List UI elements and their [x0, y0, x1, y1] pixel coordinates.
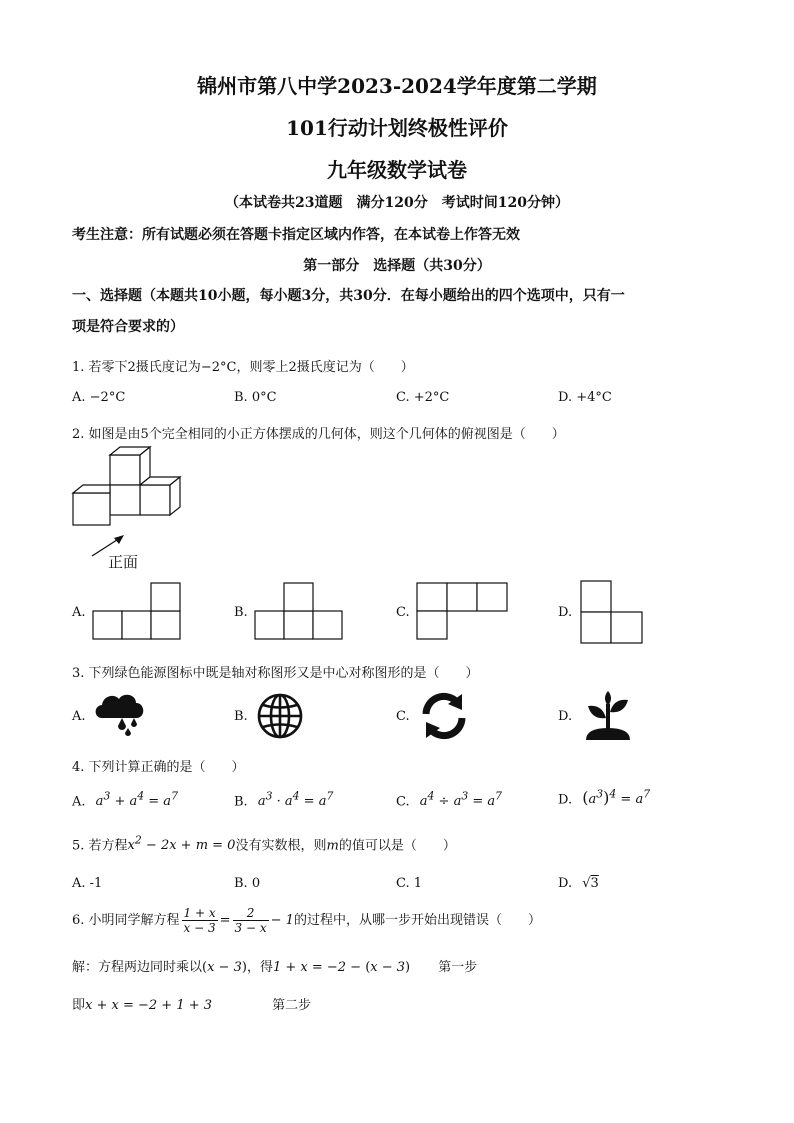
q4-label-d: D. — [558, 792, 573, 808]
q6-step1-label: 第一步 — [438, 960, 478, 975]
q5-stem-mid: 没有实数根，则 — [235, 838, 327, 854]
q2-label-a[interactable]: A. — [72, 605, 86, 620]
q3-label-c[interactable]: C. — [396, 709, 410, 724]
q4-option-b[interactable]: B. $a^3 \cdot a^4 = a^7$ — [234, 790, 334, 810]
q1-option-b[interactable]: B. 0°C — [234, 390, 277, 405]
q2-label-b[interactable]: B. — [234, 605, 248, 620]
q5-stem-var: m — [326, 838, 339, 854]
q6-sol2-text: 即 — [72, 998, 86, 1013]
section-heading-line2: 项是符合要求的） — [72, 319, 184, 335]
q2-option-d-figure[interactable] — [580, 580, 644, 644]
q5-stem-text: 5. 若方程 — [72, 838, 128, 854]
question-4-stem: 4. 下列计算正确的是（ ） — [72, 760, 245, 775]
q6-step2-label: 第二步 — [272, 998, 312, 1013]
q3-label-b[interactable]: B. — [234, 709, 248, 724]
q2-option-c-figure[interactable] — [416, 583, 508, 641]
exam-title-program: 101行动计划终极性评价 — [286, 116, 508, 140]
cube-figure — [70, 445, 190, 530]
q1-option-a[interactable]: A. −2°C — [72, 390, 126, 405]
exam-title-subject: 九年级数学试卷 — [327, 158, 467, 182]
q6-sol1-mid: ，得 — [246, 960, 273, 975]
q5-label-d: D. — [558, 876, 573, 891]
q3-label-d[interactable]: D. — [558, 709, 573, 724]
cloud-rain-icon[interactable] — [92, 690, 148, 738]
q6-stem-text: 6. 小明同学解方程 — [72, 913, 180, 928]
q1-stem-text: 1. 若零下2摄氏度记为 — [72, 360, 201, 375]
q6-solution-step2: 即x + x = −2 + 1 + 3 第二步 — [72, 998, 312, 1013]
question-6-stem: 6. 小明同学解方程 $\frac{1 + x}{x - 3}$ = $\frac{2}{3 - x}$ − 1的过程中，从哪一步开始出现错误（ ） — [72, 906, 541, 935]
q1-option-d[interactable]: D. +4°C — [558, 390, 612, 405]
globe-icon[interactable] — [256, 692, 304, 740]
q2-label-c[interactable]: C. — [396, 605, 410, 620]
recycle-arrows-icon[interactable] — [418, 690, 470, 742]
q5-option-b[interactable]: B. 0 — [234, 876, 261, 891]
exam-info: （本试卷共23道题 满分120分 考试时间120分钟） — [225, 195, 569, 211]
q2-option-a-figure[interactable] — [92, 583, 182, 641]
q6-solution-step1: 解：方程两边同时乘以(x − 3)，得1 + x = −2 − (x − 3) 第一步 — [72, 960, 478, 975]
question-1-stem — [72, 356, 414, 375]
q5-option-a[interactable]: A. -1 — [72, 876, 103, 891]
q1-stem-tail: ，则零上2摄氏度记为（ ） — [236, 360, 414, 375]
exam-notice: 考生注意：所有试题必须在答题卡指定区域内作答，在本试卷上作答无效 — [72, 227, 520, 243]
q2-option-b-figure[interactable] — [254, 583, 344, 641]
q2-label-d[interactable]: D. — [558, 605, 573, 620]
q4-option-a[interactable]: A. $a^3 + a^4 = a^7$ — [72, 790, 178, 810]
q4-label-a: A. — [72, 794, 86, 810]
q5-stem-tail: 的值可以是（ ） — [338, 838, 456, 854]
part-heading: 第一部分 选择题（共30分） — [303, 258, 491, 274]
question-3-stem: 3. 下列绿色能源图标中既是轴对称图形又是中心对称图形的是（ ） — [72, 666, 479, 681]
exam-title-school: 锦州市第八中学2023-2024学年度第二学期 — [197, 74, 597, 98]
sprout-icon[interactable] — [582, 690, 634, 742]
q4-option-c[interactable]: C. $a^4 \div a^3 = a^7$ — [396, 790, 503, 810]
question-5-stem: 5. 若方程$x^2 - 2x + m = 0$没有实数根，则m的值可以是（ ） — [72, 834, 456, 854]
q4-label-c: C. — [396, 794, 410, 810]
q6-stem-tail: 的过程中，从哪一步开始出现错误（ ） — [293, 913, 541, 928]
q3-label-a[interactable]: A. — [72, 709, 86, 724]
q1-option-c[interactable]: C. +2°C — [396, 390, 450, 405]
section-heading-line1: 一、选择题（本题共10小题，每小题3分，共30分．在每小题给出的四个选项中，只有一 — [72, 288, 625, 304]
front-label: 正面 — [108, 553, 139, 571]
q5-option-d[interactable]: D. √3 — [558, 876, 599, 891]
q5-option-c[interactable]: C. 1 — [396, 876, 423, 891]
q4-option-d[interactable]: D. $(a^3)^4 = a^7$ — [558, 788, 651, 808]
question-2-stem: 2. 如图是由5个完全相同的小正方体摆成的几何体，则这个几何体的俯视图是（ ） — [72, 427, 565, 442]
q1-stem-math: −2°C — [200, 360, 237, 375]
q6-sol1-text: 解：方程两边同时乘以 — [72, 960, 203, 975]
q4-label-b: B. — [234, 794, 248, 810]
